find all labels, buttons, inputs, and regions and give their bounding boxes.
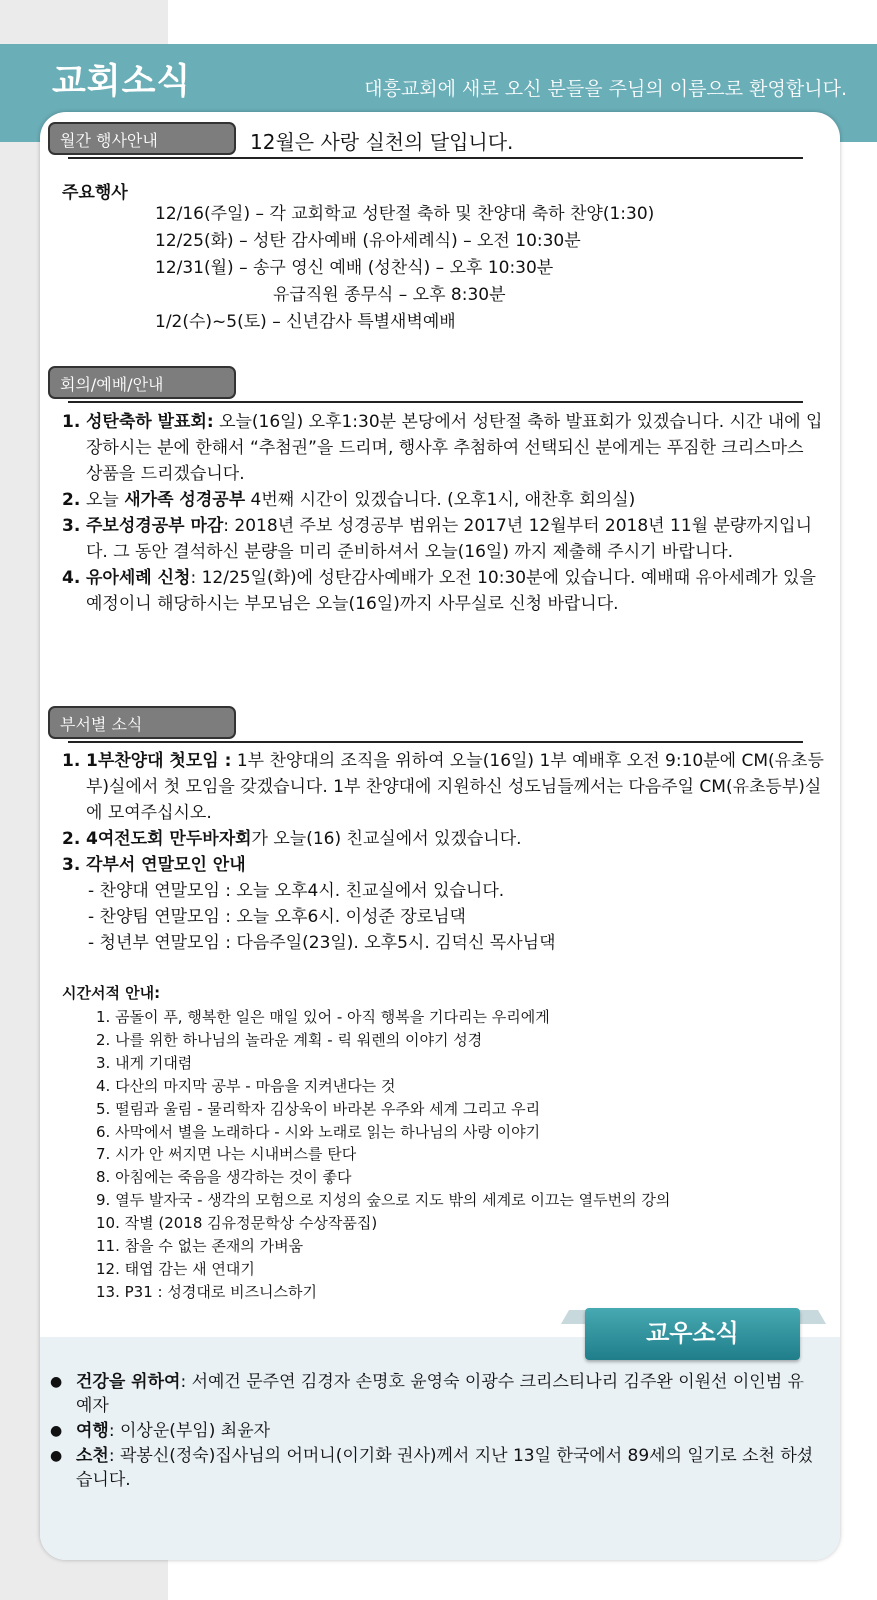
item-text: : 서예건 문주연 김경자 손명호 윤영숙 이광수 크리스티나리 김주완 이원선 이인범 유예자: [76, 1372, 804, 1416]
meeting-list: [62, 409, 824, 617]
item-text: 1부 찬양대의 조직을 위하여 오늘(16일) 1부 예배후 오전 9:10분에 CM(유초등부)실에서 첫 모임을 갖겠습니다. 1부 찬양대에 지원하신 성도님들께서는 다음주일 CM(유초등부)실에 모여주십시오.: [86, 751, 824, 823]
book-item: 4. 다산의 마지막 공부 - 마음을 지켜낸다는 것: [96, 1076, 396, 1095]
book-item: 1. 곰돌이 푸, 행복한 일은 매일 있어 - 아직 행복을 기다리는 우리에게: [96, 1008, 550, 1026]
item-text: : 12/25일(화)에 성탄감사예배가 오전 10:30분에 있습니다. 예배때 유아세례가 있을 예정이니 해당하시는 부모님은 오늘(16일)까지 사무실로 신청 바랍니다.: [86, 568, 816, 614]
event-line: 12/25(화) – 성탄 감사예배 (유아세례식) – 오전 10:30분: [155, 231, 581, 251]
book-item: 10. 작별 (2018 김유정문학상 수상작품집): [96, 1214, 378, 1233]
book-list: [96, 1006, 670, 1304]
item-text: 가 오늘(16) 친교실에서 있겠습니다.: [251, 829, 522, 849]
item-heading: 주보성경공부 마감: [86, 516, 224, 536]
item-text: : 이상운(부임) 최윤자: [108, 1421, 271, 1441]
book-item: 7. 시가 안 써지면 나는 시내버스를 탄다: [96, 1145, 357, 1164]
item-number: 2.: [62, 490, 81, 510]
item-heading: 1부찬양대 첫모임 :: [86, 751, 232, 771]
monthly-headline: 12월은 사랑 실천의 달입니다.: [250, 130, 514, 154]
list-item: - 청년부 연말모임 : 다음주일(23일). 오후5시. 김덕신 목사님댁: [88, 933, 556, 953]
list-item: [50, 1419, 820, 1443]
item-text: 4번째 시간이 있겠습니다. (오후1시, 애찬후 회의실): [245, 490, 636, 510]
dept-list: [62, 748, 824, 878]
event-line: 12/31(월) – 송구 영신 예배 (성찬식) – 오후 10:30분: [155, 258, 554, 278]
list-item: [62, 513, 824, 565]
bullet-icon: ●: [50, 1374, 63, 1390]
book-item: 12. 태엽 감는 새 연대기: [96, 1259, 255, 1278]
item-number: 2.: [62, 829, 81, 849]
list-item: [50, 1444, 820, 1492]
book-item: 3. 내게 기대렴: [96, 1053, 193, 1072]
bullet-icon: ●: [50, 1423, 63, 1439]
book-item: 9. 열두 발자국 - 생각의 모험으로 지성의 숲으로 지도 밖의 세계로 이끄는 열두번의 강의: [96, 1191, 671, 1210]
event-line: 유급직원 종무식 – 오후 8:30분: [273, 285, 506, 305]
section-label-monthly: 월간 행사안내: [48, 122, 236, 155]
book-item: 5. 떨림과 울림 - 물리학자 김상욱이 바라본 우주와 세계 그리고 우리: [96, 1099, 541, 1118]
item-heading: 새가족 성경공부: [124, 490, 246, 510]
list-item: [62, 748, 824, 826]
item-text: : 곽봉신(정숙)집사님의 어머니(이기화 권사)께서 지난 13일 한국에서 89세의 일기로 소천 하셨습니다.: [76, 1446, 814, 1490]
events-title: 주요행사: [62, 183, 128, 203]
book-item: 6. 사막에서 별을 노래하다 - 시와 노래로 읽는 하나님의 사랑 이야기: [96, 1122, 541, 1141]
section-divider: [68, 401, 803, 403]
event-line: 1/2(수)~5(토) – 신년감사 특별새벽예배: [155, 312, 456, 332]
welcome-message: 대흥교회에 새로 오신 분들을 주님의 이름으로 환영합니다.: [364, 78, 847, 100]
page-title: 교회소식: [52, 62, 192, 102]
item-number: 1.: [62, 412, 81, 432]
list-item: - 찬양팀 연말모임 : 오늘 오후6시. 이성준 장로님댁: [88, 907, 466, 927]
members-news-ribbon: 교우소식: [585, 1308, 800, 1360]
item-text: 오늘: [86, 490, 125, 510]
bullet-icon: ●: [50, 1448, 63, 1464]
item-heading: 유아세례 신청: [86, 568, 191, 588]
event-line: 12/16(주일) – 각 교회학교 성탄절 축하 및 찬양대 축하 찬양(1:30): [155, 204, 655, 224]
item-number: 1.: [62, 751, 81, 771]
list-item: - 찬양대 연말모임 : 오늘 오후4시. 친교실에서 있습니다.: [88, 881, 505, 901]
book-item: 8. 아침에는 죽음을 생각하는 것이 좋다: [96, 1168, 352, 1187]
list-item: [62, 487, 824, 513]
members-news-list: [50, 1370, 820, 1493]
list-item: [50, 1370, 820, 1418]
list-item: [62, 565, 824, 617]
book-item: 2. 나를 위한 하나님의 놀라운 계획 - 릭 워렌의 이야기 성경: [96, 1030, 483, 1049]
item-number: 3.: [62, 516, 81, 536]
item-heading: 성탄축하 발표회:: [86, 412, 214, 432]
item-heading: 각부서 연말모인 안내: [86, 855, 246, 875]
section-label-meeting: 회의/예배/안내: [48, 366, 236, 399]
books-title: 시간서적 안내:: [62, 984, 161, 1002]
list-item: [62, 826, 824, 852]
item-heading: 건강을 위하여: [76, 1372, 181, 1392]
item-number: 4.: [62, 568, 81, 588]
item-heading: 여행: [76, 1421, 109, 1441]
book-item: 13. P31 : 성경대로 비즈니스하기: [96, 1282, 318, 1301]
list-item: [62, 852, 824, 878]
section-label-dept: 부서별 소식: [48, 706, 236, 739]
section-divider: [68, 157, 803, 159]
section-divider: [68, 741, 803, 743]
item-text: : 2018년 주보 성경공부 범위는 2017년 12월부터 2018년 11월 분량까지입니다. 그 동안 결석하신 분량을 미리 준비하셔서 오늘(16일) 까지 제출해 주시기 바랍니다.: [86, 516, 812, 562]
book-item: 11. 참을 수 없는 존재의 가벼움: [96, 1237, 304, 1256]
year-end-meetings: [88, 878, 556, 956]
item-text: 오늘(16일) 오후1:30분 본당에서 성탄절 축하 발표회가 있겠습니다. 시간 내에 입장하시는 분에 한해서 “추첨권”을 드리며, 행사후 추첨하여 선택되신 분에게는 푸짐한 크리스마스 상품을 드리겠습니다.: [86, 412, 823, 484]
content-panel: [40, 112, 840, 1560]
item-number: 3.: [62, 855, 81, 875]
item-heading: 소천: [76, 1446, 109, 1466]
item-heading: 4여전도회 만두바자회: [86, 829, 252, 849]
list-item: [62, 409, 824, 487]
